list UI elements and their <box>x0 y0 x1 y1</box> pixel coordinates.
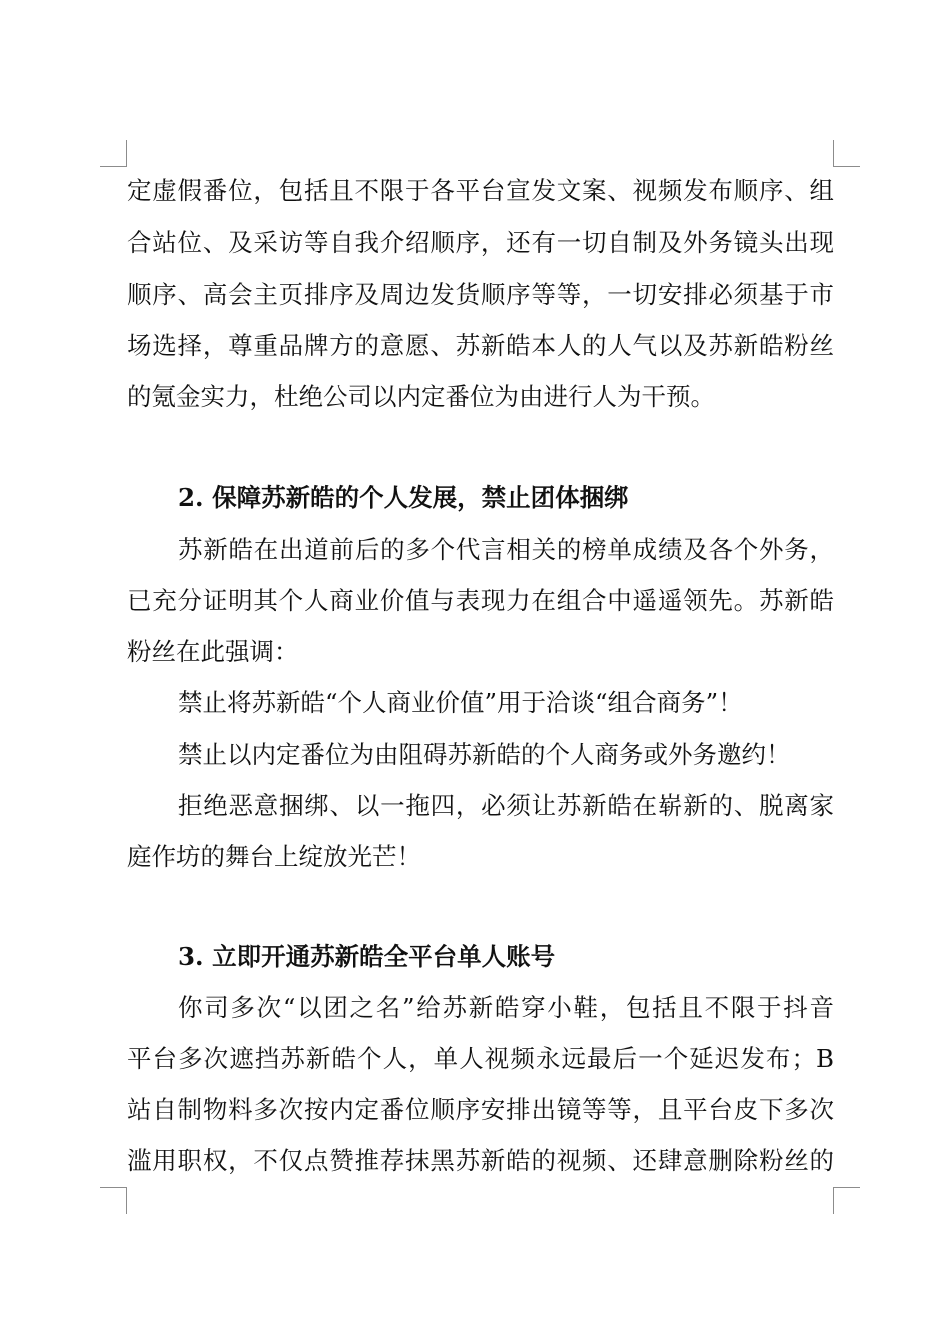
paragraph-line: 苏新皓在出道前后的多个代言相关的榜单成绩及各个外务， <box>178 535 834 564</box>
demand-line: 禁止以内定番位为由阻碍苏新皓的个人商务或外务邀约！ <box>178 740 791 769</box>
section-heading: 3. 立即开通苏新皓全平台单人账号 <box>178 942 556 971</box>
paragraph-line: 粉丝在此强调： <box>127 637 299 666</box>
paragraph-line: 滥用职权，不仅点赞推荐抹黑苏新皓的视频、还肆意删除粉丝的 <box>127 1146 834 1175</box>
paragraph-line: 定虚假番位，包括且不限于各平台宣发文案、视频发布顺序、组 <box>127 176 834 205</box>
paragraph-line: 顺序、高会主页排序及周边发货顺序等等，一切安排必须基于市 <box>127 280 834 309</box>
crop-mark-bottom-right <box>833 1187 860 1214</box>
paragraph-line: 的氪金实力，杜绝公司以内定番位为由进行人为干预。 <box>127 382 715 411</box>
crop-mark-bottom-left <box>100 1187 127 1214</box>
paragraph-line: 已充分证明其个人商业价值与表现力在组合中遥遥领先。苏新皓 <box>127 586 834 615</box>
demand-line: 禁止将苏新皓“个人商业价值”用于洽谈“组合商务”！ <box>178 688 743 717</box>
crop-mark-top-right <box>833 140 860 167</box>
demand-line: 拒绝恶意捆绑、以一拖四，必须让苏新皓在崭新的、脱离家 <box>178 791 834 820</box>
paragraph-line: 场选择，尊重品牌方的意愿、苏新皓本人的人气以及苏新皓粉丝 <box>127 331 834 360</box>
paragraph-line: 合站位、及采访等自我介绍顺序，还有一切自制及外务镜头出现 <box>127 228 834 257</box>
paragraph-line: 你司多次“以团之名”给苏新皓穿小鞋，包括且不限于抖音 <box>178 993 834 1022</box>
crop-mark-top-left <box>100 140 127 167</box>
demand-line: 庭作坊的舞台上绽放光芒！ <box>127 842 421 871</box>
section-heading: 2. 保障苏新皓的个人发展，禁止团体捆绑 <box>178 483 629 512</box>
paragraph-line: 平台多次遮挡苏新皓个人，单人视频永远最后一个延迟发布；B <box>127 1044 834 1073</box>
paragraph-line: 站自制物料多次按内定番位顺序安排出镜等等，且平台皮下多次 <box>127 1095 834 1124</box>
